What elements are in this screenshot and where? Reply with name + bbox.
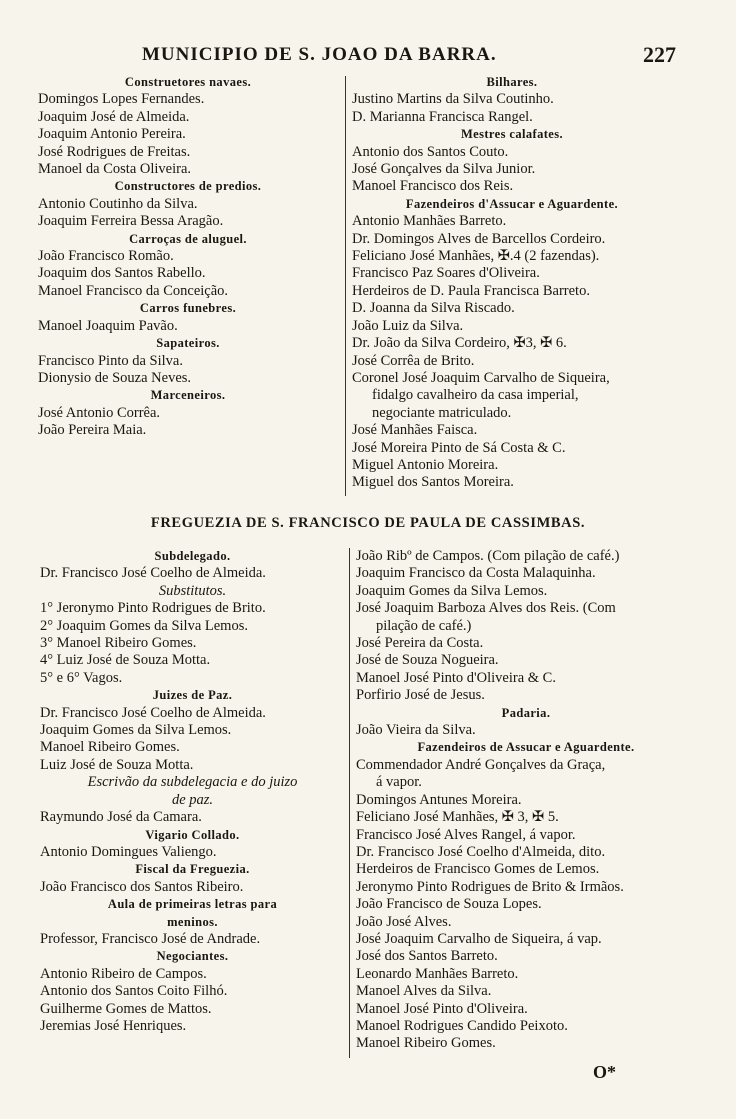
list-item: Manoel da Costa Oliveira. (38, 161, 192, 178)
section-heading: Aula de primeiras letras para (107, 897, 278, 912)
list-item: Manoel Francisco da Conceição. (38, 282, 229, 299)
list-item: Dr. Francisco José Coelho de Almeida. (40, 565, 266, 582)
entry-continuation: negociante matriculado. (372, 404, 512, 421)
list-item: D. Joanna da Silva Riscado. (352, 300, 515, 317)
list-item: Manoel Ribeiro Gomes. (40, 739, 180, 756)
list-item: Herdeiros de Francisco Gomes de Lemos. (356, 861, 600, 878)
section-heading: Vigario Collado. (145, 827, 240, 842)
italic-heading: de paz. (171, 791, 214, 808)
italic-heading: Escrivão da subdelegacia e do juizo (87, 774, 298, 791)
section-heading: Mestres calafates. (460, 127, 564, 142)
list-item: Justino Martins da Silva Coutinho. (352, 91, 554, 108)
list-item: Francisco José Alves Rangel, á vapor. (356, 826, 576, 843)
list-item: José Joaquim Carvalho de Siqueira, á vap. (356, 930, 602, 947)
list-item: José Joaquim Barboza Alves dos Reis. (Com (356, 600, 616, 617)
list-item: Commendador André Gonçalves da Graça, (356, 756, 606, 773)
entry-continuation: fidalgo cavalheiro da casa imperial, (372, 387, 579, 404)
list-item: 5° e 6° Vagos. (40, 669, 123, 686)
section-heading: Juizes de Paz. (152, 688, 233, 703)
list-item: Feliciano José Manhães, ✠.4 (2 fazendas). (352, 248, 600, 265)
entry-continuation: pilação de café.) (376, 617, 472, 634)
list-item: Guilherme Gomes de Mattos. (40, 1000, 212, 1017)
list-item: José Moreira Pinto de Sá Costa & C. (352, 439, 566, 456)
list-item: Manoel José Pinto d'Oliveira. (356, 1000, 528, 1017)
list-item: Dr. Domingos Alves de Barcellos Cordeiro. (352, 230, 606, 247)
list-item: João Francisco Romão. (38, 248, 174, 265)
section-title: FREGUEZIA DE S. FRANCISCO DE PAULA DE CASSIMBAS. (150, 515, 586, 531)
right-column-top (352, 74, 672, 492)
list-item: Joaquim Ferreira Bessa Aragão. (38, 213, 224, 230)
section-heading: Construetores navaes. (124, 75, 252, 89)
list-item: Herdeiros de D. Paula Francisca Barreto. (352, 282, 590, 299)
left-column-top (38, 74, 338, 440)
list-item: Antonio Coutinho da Silva. (38, 195, 198, 212)
list-item: João Ribº de Campos. (Com pilação de café.) (356, 548, 620, 564)
page-number: 227 (643, 42, 676, 67)
list-item: Joaquim José de Almeida. (38, 108, 190, 125)
page-title: MUNICIPIO DE S. JOAO DA BARRA. (142, 44, 497, 65)
section-heading: Subdelegado. (154, 549, 231, 563)
list-item: Domingos Lopes Fernandes. (38, 91, 205, 108)
section-heading: Constructores de predios. (114, 179, 262, 194)
list-item: Joaquim Gomes da Silva Lemos. (40, 722, 232, 739)
list-item: 3° Manoel Ribeiro Gomes. (40, 635, 197, 652)
list-item: Joaquim dos Santos Rabello. (38, 265, 206, 282)
list-item: Manoel Joaquim Pavão. (38, 317, 178, 334)
list-item: João Luiz da Silva. (352, 317, 464, 334)
section-heading: Bilhares. (486, 75, 538, 89)
list-item: José Pereira da Costa. (356, 635, 484, 652)
list-item: José Manhães Faisca. (352, 422, 478, 439)
list-item: Antonio dos Santos Couto. (352, 143, 509, 160)
list-item: Francisco Paz Soares d'Oliveira. (352, 265, 540, 282)
list-item: João Francisco dos Santos Ribeiro. (40, 878, 244, 895)
list-item: Manoel Ribeiro Gomes. (356, 1035, 496, 1052)
section-heading: Carroças de aluguel. (129, 231, 247, 246)
section-heading: Sapateiros. (156, 336, 220, 351)
list-item: João Vieira da Silva. (356, 722, 476, 739)
list-item: Manoel José Pinto d'Oliveira & C. (356, 669, 556, 686)
list-item: D. Marianna Francisca Rangel. (352, 108, 533, 125)
list-item: Manoel Alves da Silva. (356, 983, 492, 1000)
list-item: Professor, Francisco José de Andrade. (40, 930, 261, 947)
list-item: Antonio Ribeiro de Campos. (40, 965, 207, 982)
list-item: Miguel dos Santos Moreira. (352, 474, 514, 491)
italic-heading: Substitutos. (158, 582, 227, 599)
list-item: José Rodrigues de Freitas. (38, 143, 191, 160)
list-item: Manoel Rodrigues Candido Peixoto. (356, 1017, 568, 1034)
list-item: 2° Joaquim Gomes da Silva Lemos. (40, 617, 248, 634)
list-item: Raymundo José da Camara. (40, 809, 202, 826)
left-column-bottom (40, 548, 345, 1035)
list-item: Jeremias José Henriques. (40, 1017, 187, 1034)
list-item: Porfirio José de Jesus. (356, 687, 485, 704)
section-heading: Fazendeiros de Assucar e Aguardente. (417, 740, 635, 755)
section-heading: Fiscal da Freguezia. (135, 862, 250, 877)
list-item: Francisco Pinto da Silva. (38, 352, 183, 369)
list-item: Dr. João da Silva Cordeiro, ✠3, ✠ 6. (352, 335, 567, 352)
list-item: Coronel José Joaquim Carvalho de Siqueira, (352, 369, 610, 386)
list-item: José de Souza Nogueira. (356, 652, 499, 669)
list-item: 4° Luiz José de Souza Motta. (40, 652, 211, 669)
list-item: Joaquim Francisco da Costa Malaquinha. (356, 565, 596, 582)
column-divider-bottom (349, 548, 350, 1058)
section-heading: meninos. (167, 914, 218, 929)
list-item: 1° Jeronymo Pinto Rodrigues de Brito. (40, 600, 266, 617)
list-item: Dr. Francisco José Coelho de Almeida. (40, 704, 266, 721)
list-item: João José Alves. (356, 913, 452, 930)
list-item: Luiz José de Souza Motta. (40, 756, 194, 773)
list-item: Antonio Manhães Barreto. (352, 213, 507, 230)
list-item: Joaquim Gomes da Silva Lemos. (356, 582, 548, 599)
column-divider-top (345, 76, 346, 496)
list-item: Miguel Antonio Moreira. (352, 456, 499, 473)
section-heading: Carros funebres. (139, 301, 237, 316)
list-item: Domingos Antunes Moreira. (356, 791, 522, 808)
list-item: Joaquim Antonio Pereira. (38, 126, 186, 143)
entry-continuation: á vapor. (376, 774, 422, 791)
list-item: José Corrêa de Brito. (352, 352, 475, 369)
signature-mark: O* (592, 1062, 616, 1082)
list-item: Jeronymo Pinto Rodrigues de Brito & Irmãos. (356, 878, 624, 895)
list-item: José Gonçalves da Silva Junior. (352, 161, 536, 178)
list-item: João Pereira Maia. (38, 422, 147, 439)
section-heading: Fazendeiros d'Assucar e Aguardente. (405, 196, 619, 211)
list-item: Manoel Francisco dos Reis. (352, 178, 514, 195)
list-item: Antonio Domingues Valiengo. (40, 843, 217, 860)
list-item: José Antonio Corrêa. (38, 404, 161, 421)
section-heading: Padaria. (501, 705, 551, 720)
right-column-bottom (356, 548, 696, 1053)
running-header (116, 44, 676, 70)
list-item: Antonio dos Santos Coito Filhó. (40, 983, 228, 1000)
list-item: João Francisco de Souza Lopes. (356, 896, 542, 913)
list-item: Feliciano José Manhães, ✠ 3, ✠ 5. (356, 809, 559, 826)
list-item: Leonardo Manhães Barreto. (356, 965, 519, 982)
section-heading: Negociantes. (156, 949, 229, 964)
list-item: Dionysio de Souza Neves. (38, 369, 192, 386)
list-item: José dos Santos Barreto. (356, 948, 498, 965)
section-heading: Marceneiros. (150, 388, 226, 403)
list-item: Dr. Francisco José Coelho d'Almeida, dito. (356, 843, 606, 860)
